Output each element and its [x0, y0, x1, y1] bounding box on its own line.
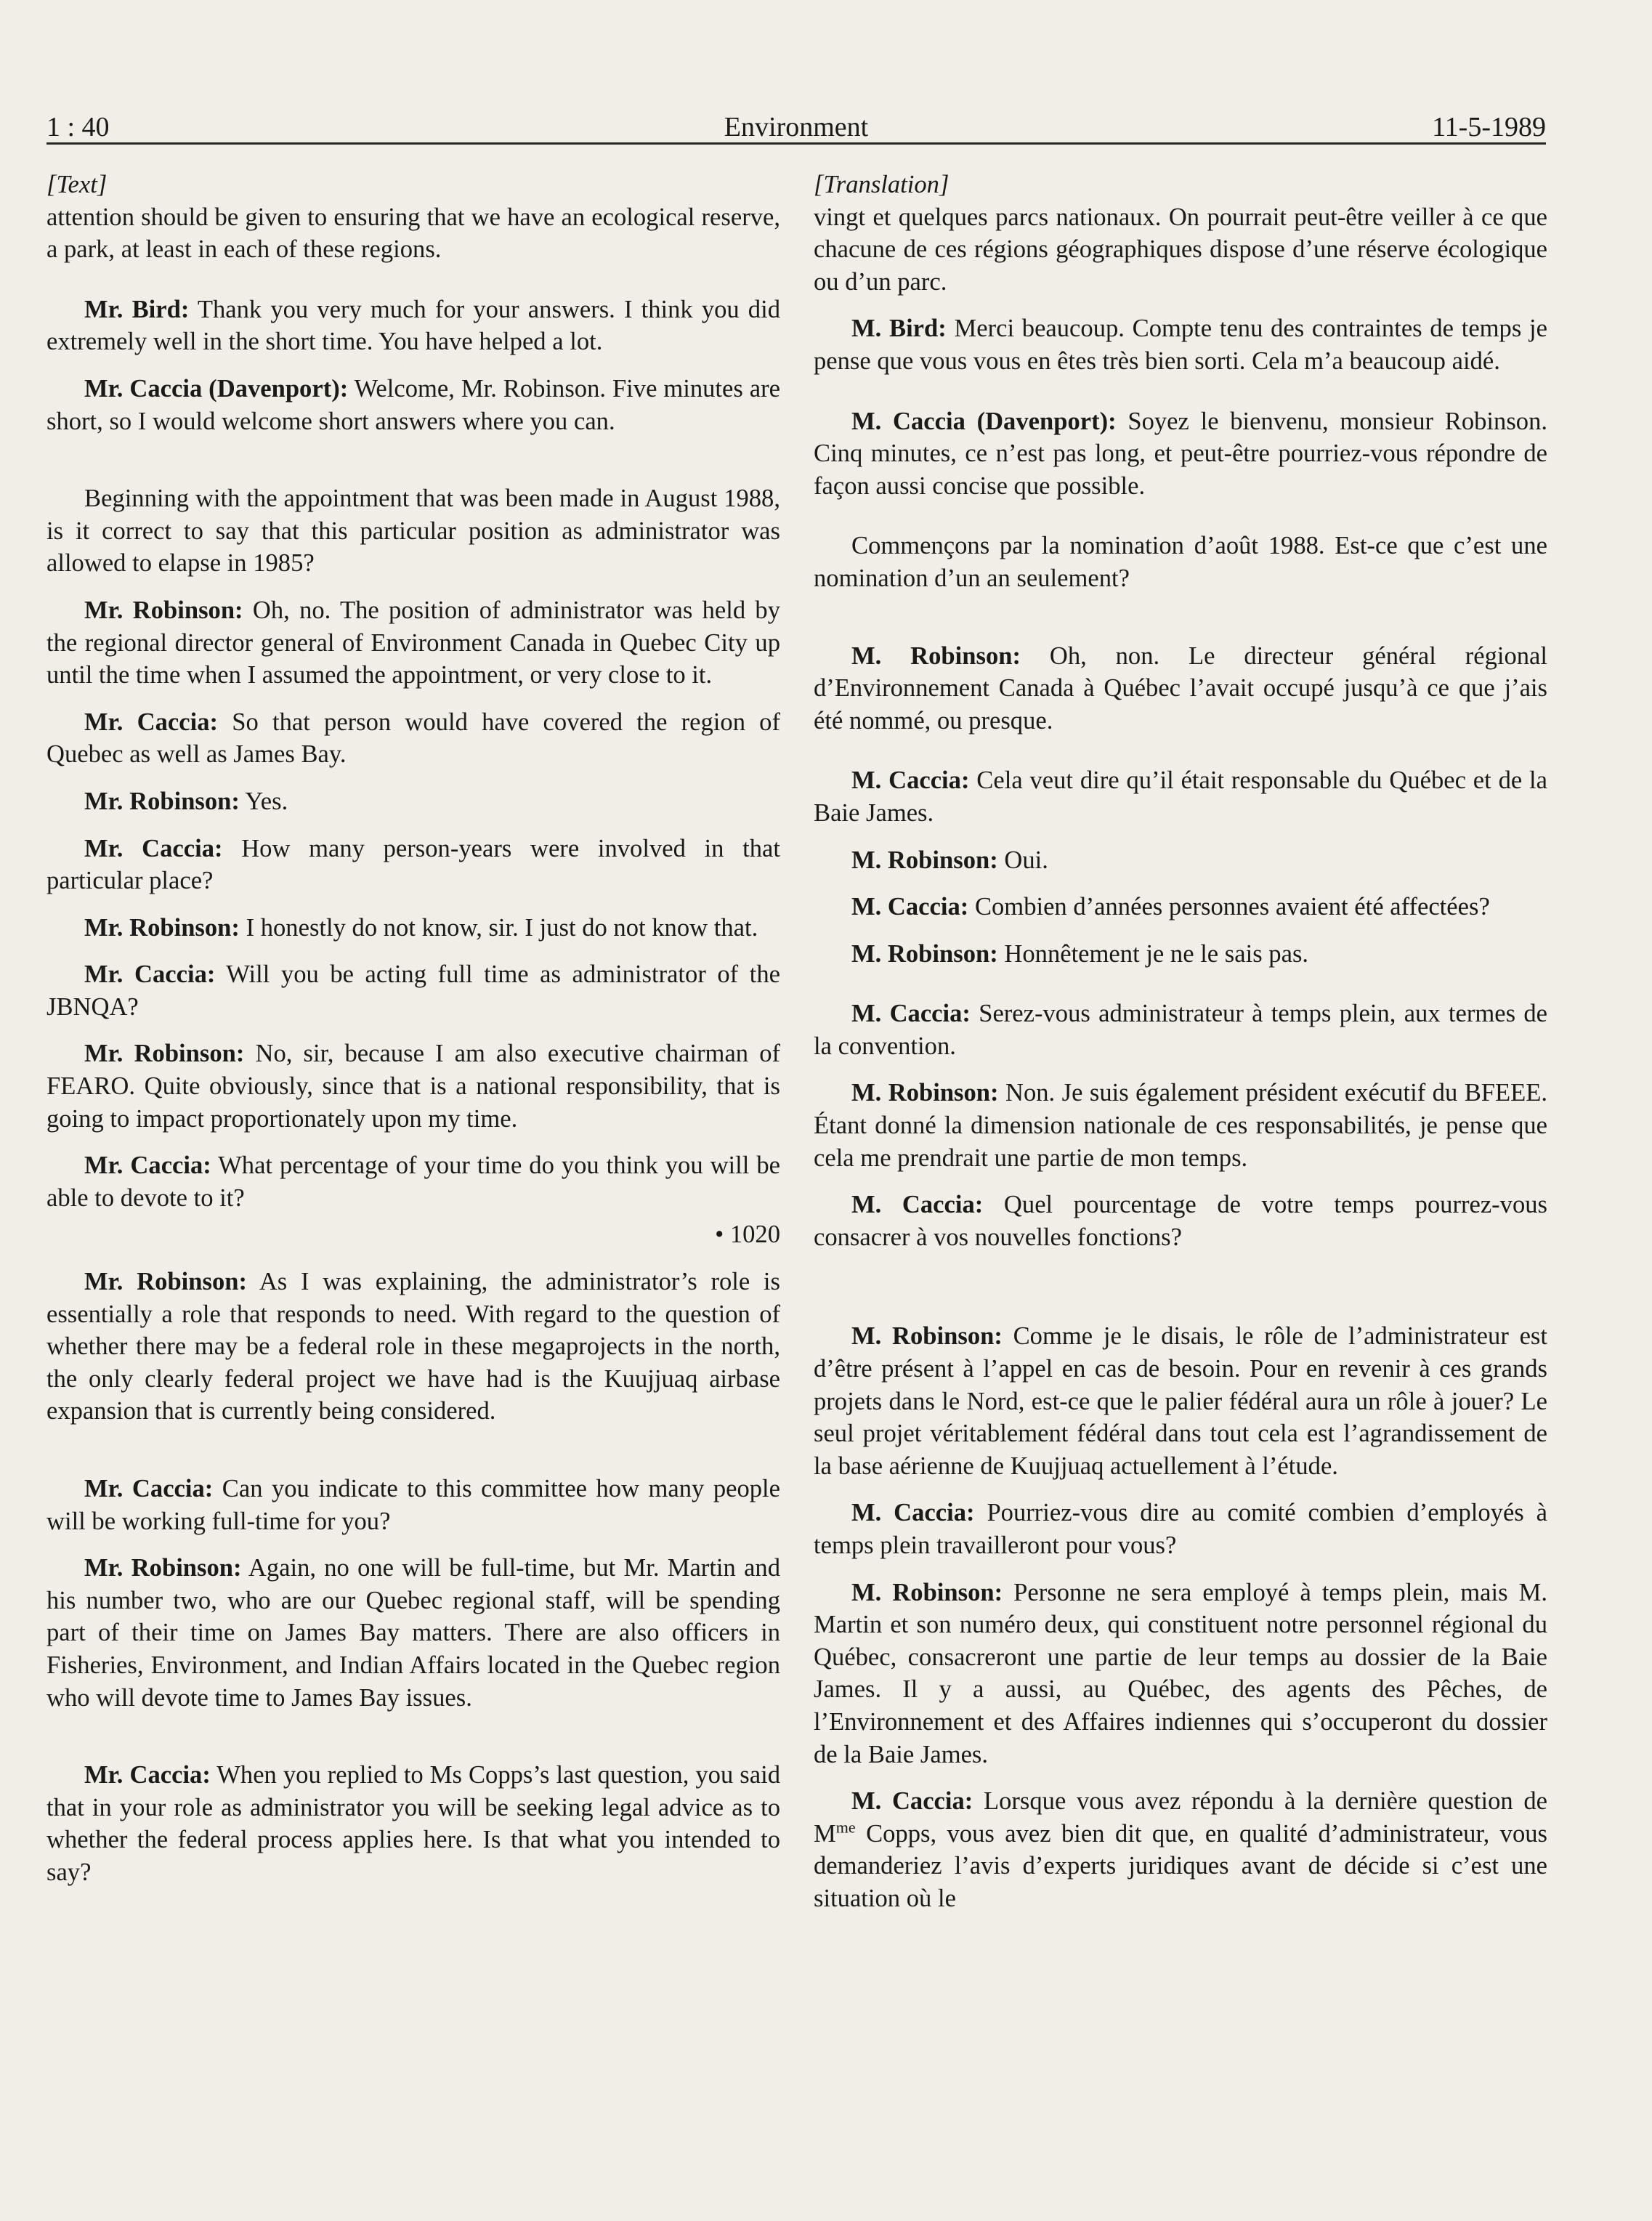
paragraph [46, 958, 780, 1023]
paragraph [46, 1149, 780, 1214]
speech-text: Can you indicate to this committee how many people will be working full-time for you? [46, 1475, 780, 1535]
paragraph [814, 1497, 1547, 1561]
paragraph [814, 891, 1547, 923]
paragraph [814, 764, 1547, 829]
speaker: Mr. Robinson: [84, 1040, 245, 1068]
speech-text: Personne ne sera employé à temps plein, mais M. Martin et son numéro deux, qui constituent notre personnel régional du Québec, consacreront une partie de leur temps au dossier de la Baie James. Il y a aussi, au Québec, des agents des Pêches, de l’Environnement et des Affaires indiennes qui s’occuperont du dossier de la Baie James. [814, 1578, 1547, 1768]
page-header [46, 109, 1546, 145]
paragraph [46, 1266, 780, 1428]
speaker: Mr. Caccia: [84, 1761, 211, 1789]
time-marker: • 1020 [715, 1221, 780, 1249]
speaker: M. Robinson: [851, 846, 998, 874]
speaker: Mr. Caccia (Davenport): [84, 374, 349, 402]
speech-text: Again, no one will be full-time, but Mr. Martin and his number two, who are our Quebec regional staff, will be spending part of their time on James Bay matters. There are also officers in Fisheries, Environment, and Indian Affairs located in the Quebec region who will devote time to James Bay issues. [46, 1554, 780, 1712]
speech-text: Combien d’années personnes avaient été affectées? [968, 893, 1490, 921]
speaker: Mr. Robinson: [84, 596, 243, 624]
speech-text: Comme je le disais, le rôle de l’administrateur est d’être présent à l’appel en cas de besoin. Pour en revenir à ces grands projets dans le Nord, est-ce que le palier fédéral aura un rôle à jouer? Le seul projet véritablement fédéral dans tout cela est l’agrandissement de la base aérienne de Kuujjuaq actuellement à l’étude. [814, 1322, 1547, 1480]
paragraph [46, 1759, 780, 1888]
paragraph [46, 833, 780, 897]
paragraph [814, 1320, 1547, 1482]
header-date: 11-5-1989 [1432, 112, 1546, 142]
speech-text: As I was explaining, the administrator’s role is essentially a role that responds to need. With regard to the question of whether there may be a federal role in these megaprojects in the north, the only clearly federal project we have had is the Kuujjuaq airbase expansion that is currently being considered. [46, 1268, 780, 1425]
speaker: Mr. Robinson: [84, 1554, 242, 1582]
speaker: M. Robinson: [851, 1079, 999, 1107]
paragraph [814, 201, 1547, 299]
paragraph [46, 706, 780, 771]
paragraph [814, 312, 1547, 377]
speaker: M. Caccia: [851, 1787, 973, 1816]
paragraph [814, 1785, 1547, 1914]
speech-text: Serez-vous administrateur à temps plein, aux termes de la convention. [814, 1000, 1547, 1060]
speech-text: No, sir, because I am also executive chairman of FEARO. Quite obviously, since that is a national responsibility, that is going to impact proportionately upon my time. [46, 1040, 781, 1133]
speaker: M. Robinson: [851, 1322, 1003, 1351]
speech-text: Lorsque vous avez répondu à la dernière question de M [814, 1787, 1547, 1848]
speaker: M. Caccia: [851, 1191, 984, 1219]
paragraph [814, 998, 1547, 1062]
paragraph [46, 201, 780, 266]
speaker: Mr. Caccia: [84, 1475, 214, 1502]
speaker: Mr. Caccia: [84, 960, 216, 989]
speaker: Mr. Robinson: [84, 1268, 247, 1296]
speech-text: Oh, no. The position of administrator was held by the regional director general of Environment Canada in Quebec City up until the time when I assumed the appointment, or very close to it. [46, 596, 780, 689]
speech-text: I honestly do not know, sir. I just do not know that. [239, 913, 758, 942]
paragraph [814, 530, 1547, 594]
speaker: M. Caccia (Davenport): [851, 407, 1117, 435]
speaker: Mr. Robinson: [84, 913, 240, 942]
english-column [46, 169, 780, 1889]
paragraph [46, 912, 780, 944]
paragraph [46, 785, 780, 818]
paragraph [814, 844, 1547, 877]
speech-text: Non. Je suis également président exécutif du BFEEE. Étant donné la dimension nationale de ces responsabilités, je pense que cela me prendrait une partie de mon temps. [814, 1079, 1547, 1172]
header-rule [46, 142, 1546, 145]
speaker: M. Caccia: [851, 766, 970, 795]
speech-text: Thank you very much for your answers. I think you did extremely well in the short time. You have helped a lot. [46, 295, 780, 356]
column-label: [Translation] [814, 171, 950, 198]
speech-text: Honnêtement je ne le sais pas. [997, 939, 1309, 968]
paragraph [46, 594, 780, 692]
header-title: Environment [724, 112, 869, 142]
paragraph [814, 1189, 1547, 1253]
paragraph [46, 1037, 780, 1135]
speech-text: So that person would have covered the region of Quebec as well as James Bay. [46, 708, 780, 769]
paragraph [814, 1077, 1547, 1174]
speech-text: Oh, non. Le directeur général régional d’Environnement Canada à Québec l’avait occupé jusqu’à ce que j’ais été nommé, ou presque. [814, 642, 1547, 735]
paragraph [814, 938, 1547, 971]
speech-text: Yes. [239, 787, 288, 815]
speech-text: When you replied to Ms Copps’s last question, you said that in your role as administrator you will be seeking legal advice as to whether the federal process applies here. Is that what you intended to say? [46, 1761, 780, 1886]
speech-text: Copps, vous avez bien dit que, en qualité d’administrateur, vous demanderiez l’avis d’experts juridiques avant de décide si c’est une situation où le [814, 1819, 1547, 1912]
paragraph [814, 640, 1547, 737]
speech-text: Merci beaucoup. Compte tenu des contraintes de temps je pense que vous vous en êtes très bien sorti. Cela m’a beaucoup aidé. [814, 315, 1547, 375]
speech-text: What percentage of your time do you think you will be able to devote to it? [46, 1152, 780, 1212]
speech-text: Commençons par la nomination d’août 1988. Est-ce que c’est une nomination d’un an seulement? [814, 532, 1547, 592]
speech-text: vingt et quelques parcs nationaux. On pourrait peut-être veiller à ce que chacune de ces régions géographiques dispose d’une réserve écologique ou d’un parc. [814, 203, 1547, 296]
speaker: M. Robinson: [851, 1578, 1003, 1606]
speaker: M. Caccia: [851, 1000, 971, 1028]
speech-text: Cela veut dire qu’il était responsable du Québec et de la Baie James. [814, 766, 1547, 827]
superscript-text: me [835, 1818, 856, 1837]
page-number: 1 : 40 [46, 112, 110, 142]
speaker: Mr. Robinson: [84, 787, 240, 815]
speech-text: Soyez le bienvenu, monsieur Robinson. Cinq minutes, ce n’est pas long, et peut-être pourriez-vous répondre de façon aussi concise que possible. [814, 407, 1547, 500]
paragraph [46, 294, 780, 358]
paragraph [814, 405, 1547, 503]
speaker: Mr. Bird: [84, 295, 190, 323]
speech-text: Oui. [997, 846, 1048, 874]
paragraph [46, 373, 780, 437]
french-column [814, 169, 1547, 1915]
speech-text: Welcome, Mr. Robinson. Five minutes are short, so I would welcome short answers where you can. [46, 374, 780, 435]
paragraph [814, 1577, 1547, 1771]
paragraph [46, 1473, 780, 1537]
paragraph [46, 482, 780, 580]
speaker: Mr. Caccia: [84, 708, 219, 736]
speaker: M. Robinson: [851, 939, 998, 968]
speech-text: attention should be given to ensuring that we have an ecological reserve, a park, at least in each of these regions. [46, 203, 780, 264]
speaker: M. Robinson: [851, 642, 1021, 670]
speaker: Mr. Caccia: [84, 1152, 211, 1180]
speech-text: Will you be acting full time as administrator of the JBNQA? [46, 960, 780, 1021]
speaker: M. Caccia: [851, 893, 969, 921]
speaker: M. Bird: [851, 315, 947, 343]
speaker: M. Caccia: [851, 1499, 975, 1527]
speech-text: Quel pourcentage de votre temps pourrez-vous consacrer à vos nouvelles fonctions? [814, 1191, 1548, 1251]
column-label: [Text] [46, 171, 108, 198]
speech-text: How many person-years were involved in that particular place? [46, 834, 780, 895]
speaker: Mr. Caccia: [84, 834, 223, 862]
speech-text: Pourriez-vous dire au comité combien d’employés à temps plein travailleront pour vous? [814, 1499, 1547, 1559]
paragraph [46, 1552, 780, 1714]
speech-text: Beginning with the appointment that was been made in August 1988, is it correct to say that this particular position as administrator was allowed to elapse in 1985? [46, 485, 780, 578]
